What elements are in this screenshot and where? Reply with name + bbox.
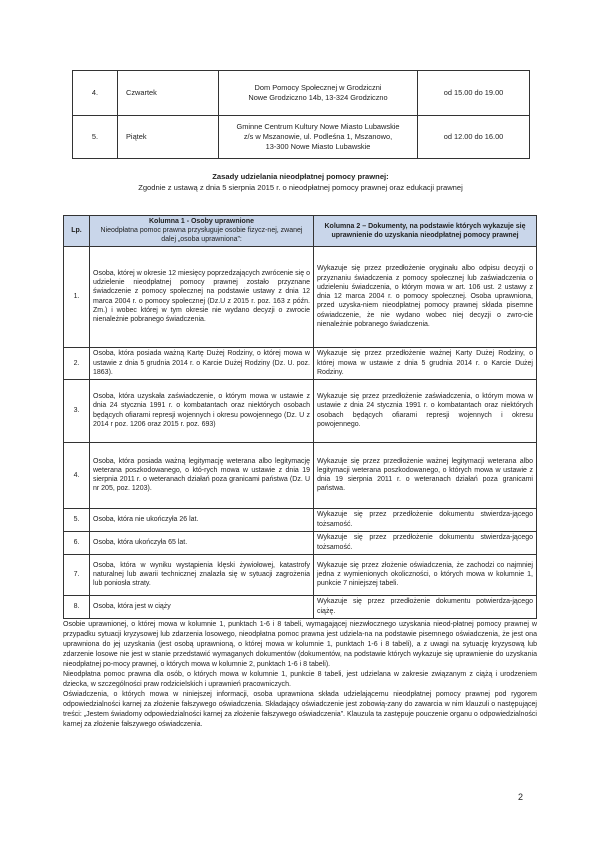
schedule-hours: od 15.00 do 19.00: [418, 71, 530, 116]
schedule-hours: od 12.00 do 16.00: [418, 116, 530, 159]
header-col1-title: Kolumna 1 - Osoby uprawnione: [148, 218, 254, 225]
schedule-row: [73, 71, 530, 116]
header-col1: [90, 216, 314, 247]
row-col2: Wykazuje się przez przedłożenie ważnej legitymacji weterana albo legitymacji weterana poszkodowanego, o których mowa w ustawie z dnia 19 sierpnia 2011 r. o weteranach działań poza granicami państwa.: [314, 442, 537, 508]
row-col2: Wykazuje się przez złożenie oświadczenia, że zachodzi co najmniej jedna z wymienionych okoliczności, o których mowa w kolumnie 1, punkcie 7 niniejszej tabeli.: [314, 554, 537, 595]
row-col2: Wykazuje się przez przedłożenie dokumentu stwierdza-jącego tożsamość.: [314, 531, 537, 554]
row-col1: Osoba, która posiada ważną Kartę Dużej Rodziny, o której mowa w ustawie z dnia 5 grudnia 2014 r. o Karcie Dużej Rodziny (Dz. U. poz. 1863).: [90, 347, 314, 379]
table-row: [64, 595, 537, 618]
rules-table: [63, 215, 537, 619]
row-lp: 6.: [64, 531, 90, 554]
row-lp: 5.: [64, 508, 90, 531]
row-col1: Osoba, która uzyskała zaświadczenie, o którym mowa w ustawie z dnia 24 stycznia 1991 r. o kombatantach oraz niektórych osobach będących ofiarami represji wojennych i okresu powojennego (Dz. U z 2014 r poz. 1206 oraz 2015 r. poz. 693): [90, 379, 314, 442]
schedule-place-line: Gminne Centrum Kultury Nowe Miasto Lubawskie: [236, 122, 400, 132]
header-col1-desc: Nieodpłatna pomoc prawna przysługuje osobie fizycz-nej, zwanej dalej „osoba uprawniona”:: [100, 227, 303, 244]
row-col2: Wykazuje się przez przedłożenie dokumentu potwierdza-jącego ciążę.: [314, 595, 537, 618]
note-paragraph: Oświadczenia, o których mowa w niniejszej informacji, osoba uprawniona składa udzielającemu nieodpłatnej pomocy prawnej pod rygorem odpowiedzialności karnej za złożenie fałszywego oświadczenia. Składający oświadczenie jest zobowią-zany do zawarcia w nim klauzuli o następującej treści: „Jestem świadomy odpowiedzialności karnej za złożenie fałszywego oświadczenia”. Klauzula ta zastępuje pouczenie organu o odpowiedzialności karnej za złożenie fałszywego oświadczenia.: [63, 691, 537, 728]
row-lp: 8.: [64, 595, 90, 618]
row-lp: 7.: [64, 554, 90, 595]
row-lp: 3.: [64, 379, 90, 442]
schedule-place-line: 13-300 Nowe Miasto Lubawskie: [265, 141, 371, 151]
header-col2-title: Kolumna 2 – Dokumenty, na podstawie których wykazuje się uprawnienie do uzyskania nieodpłatnej pomocy prawnej: [324, 222, 526, 239]
table-row: [64, 347, 537, 379]
row-col1: Osoba, która jest w ciąży: [90, 595, 314, 618]
note-paragraph: Osobie uprawnionej, o której mowa w kolumnie 1, punktach 1-6 i 8 tabeli, wymagającej niezwłocznego uzyskania nieod-płatnej pomocy prawnej w przypadku sytuacji kryzysowej lub zdarzenia losowego, nieodpłatna pomoc prawna jest udziela-na na podstawie pisemnego oświadczenia, że jest ona uprawniona do jej uzyskania (jest osobą uprawnioną, o której mowa w kolumnie 1, punktach 1-6 i 8 tabeli), a z uwagi na sytuację kryzysową lub zdarzenie losowe nie jest w stanie przedstawić wymaganych dokumentów (dokumentów, na podstawie których wykazuje się uprawnienie do uzyskania nieodpłatnej po-mocy prawnej, o których mowa w kolumnie 2, punktach 1-6 i 8 tabeli).: [63, 621, 537, 668]
header-lp: Lp.: [64, 216, 90, 247]
notes-section: [63, 620, 537, 730]
row-col1: Osoba, która w wyniku wystąpienia klęski żywiołowej, katastrofy naturalnej lub awarii technicznej znalazła się w sytuacji zagrożenia lub poniosła straty.: [90, 554, 314, 595]
row-lp: 4.: [64, 442, 90, 508]
schedule-place-line: Nowe Grodziczno 14b, 13-324 Grodziczno: [248, 93, 388, 102]
row-col1: Osoba, która posiada ważną legitymację weterana albo legitymację weterana poszkodowanego, o któ-rych mowa w ustawie z dnia 19 sierpnia 2011 r. o weteranach działań poza granicami państwa (Dz. U nr 205, poz. 1203).: [90, 442, 314, 508]
table-row: [64, 531, 537, 554]
rules-title: Zasady udzielania nieodpłatnej pomocy prawnej:: [212, 172, 389, 181]
schedule-lp: 4.: [73, 71, 118, 116]
schedule-day: Piątek: [118, 116, 219, 159]
schedule-table: [72, 70, 530, 159]
row-col1: Osoba, której w okresie 12 miesięcy poprzedzających zwrócenie się o udzielenie nieodpłatnej pomocy prawnej zostało przyznane świadczenie z pomocy społecznej na podstawie ustawy z dnia 12 marca 2004 r. o pomocy społecznej (Dz.U z 2015 r. poz. 163 z późn. Zm.) i wobec której w tym okresie nie wydano decyzji o zwrocie nienależnie pobranego świadczenia.: [90, 246, 314, 347]
row-col2: Wykazuje się przez przedłożenie oryginału albo odpisu decyzji o przyznaniu świadczenia z pomocy społecznej lub zaświadczenia o udzieleniu świadczenia, o którym mowa w art. 106 ust. 2 ustawy z dnia 12 marca 2004 r. o pomocy społecznej. Osoba uprawniona, przed uzyska-niem nieodpłatnej pomocy prawnej składa pisemne oświadczenie, że nie wydano wobec niej decyzji o zwro-cie nienależnie pobranego świadczenia.: [314, 246, 537, 347]
schedule-lp: 5.: [73, 116, 118, 159]
row-col2: Wykazuje się przez przedłożenie ważnej Karty Dużej Rodziny, o której mowa w ustawie z dnia 5 grudnia 2014 r. o Karcie Dużej Rodziny.: [314, 347, 537, 379]
table-row: [64, 508, 537, 531]
row-col1: Osoba, która nie ukończyła 26 lat.: [90, 508, 314, 531]
page-number: 2: [517, 792, 523, 802]
table-row: [64, 379, 537, 442]
table-row: [64, 442, 537, 508]
rules-header-row: [64, 216, 537, 247]
schedule-place-line: z/s w Mszanowie, ul. Podleśna 1, Mszanowo,: [243, 132, 393, 141]
schedule-row: [73, 116, 530, 159]
row-lp: 1.: [64, 246, 90, 347]
schedule-place-line: Dom Pomocy Społecznej w Grodziczni: [254, 83, 382, 93]
table-row: [64, 554, 537, 595]
row-lp: 2.: [64, 347, 90, 379]
header-col2: [314, 216, 537, 247]
schedule-day: Czwartek: [118, 71, 219, 116]
row-col2: Wykazuje się przez przedłożenie zaświadczenia, o którym mowa w ustawie z dnia 24 stycznia 1991 r. o kombatantach oraz niektórych osobach będących ofiarami represji wojennych i okresu powojennego.: [314, 379, 537, 442]
rules-subtitle: Zgodnie z ustawą z dnia 5 sierpnia 2015 r. o nieodpłatnej pomocy prawnej oraz edukacji prawnej: [138, 183, 463, 192]
row-col2: Wykazuje się przez przedłożenie dokumentu stwierdza-jącego tożsamość.: [314, 508, 537, 531]
row-col1: Osoba, która ukończyła 65 lat.: [90, 531, 314, 554]
note-paragraph: Nieodpłatna pomoc prawna dla osób, o których mowa w kolumnie 1, punkcie 8 tabeli, jest udzielana w zakresie związanym z ciążą i urodzeniem dziecka, w szczególności praw rodzicielskich i uprawnień pracowniczych.: [63, 671, 537, 688]
schedule-place: [219, 116, 418, 159]
schedule-place: [219, 71, 418, 116]
table-row: [64, 246, 537, 347]
